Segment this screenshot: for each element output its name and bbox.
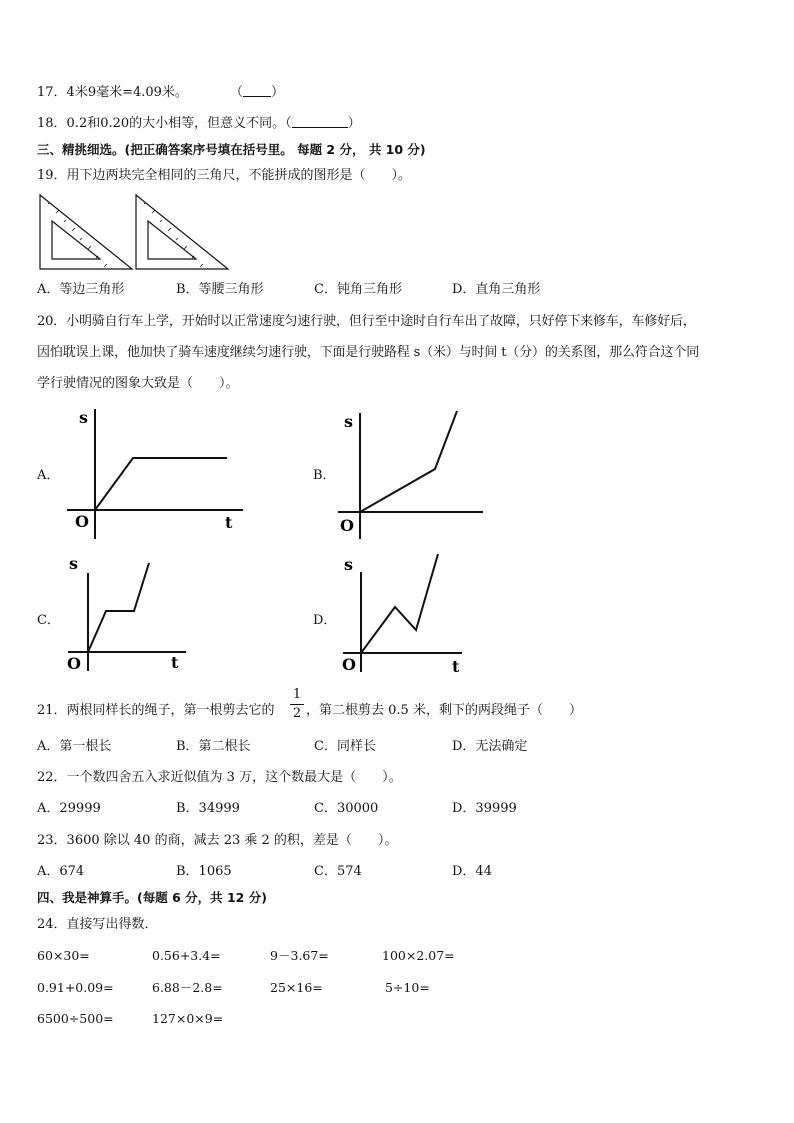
calc-item: 9－3.67= bbox=[270, 948, 329, 963]
graph-d-t-label: t bbox=[452, 657, 460, 676]
question-19-text: 19．用下边两块完全相同的三角尺，不能拼成的图形是（ ）。 bbox=[37, 168, 412, 183]
option-b[interactable]: B．第二根长 bbox=[176, 739, 251, 754]
option-b[interactable]: B．34999 bbox=[176, 801, 240, 816]
graph-option-c-label[interactable]: C． bbox=[37, 613, 60, 628]
option-b[interactable]: B．等腰三角形 bbox=[176, 282, 264, 297]
calc-item: 60×30= bbox=[37, 948, 90, 963]
answer-paren-open: （ bbox=[285, 116, 292, 131]
question-21-text-before: 21．两根同样长的绳子，第一根剪去它的 bbox=[37, 703, 275, 718]
calc-item: 100×2.07= bbox=[382, 948, 455, 963]
answer-paren-open: （ bbox=[229, 85, 243, 100]
question-18-text: 18．0.2和0.20的大小相等，但意义不同。 bbox=[37, 116, 286, 131]
option-c[interactable]: C．同样长 bbox=[314, 739, 376, 754]
answer-paren-close: ） bbox=[347, 116, 361, 131]
option-c[interactable]: C．30000 bbox=[314, 801, 379, 816]
answer-blank[interactable] bbox=[243, 84, 271, 97]
graph-b bbox=[338, 403, 488, 543]
answer-blank[interactable] bbox=[292, 115, 348, 128]
graph-d-origin-label: O bbox=[342, 655, 356, 674]
fraction-denominator: 2 bbox=[292, 706, 302, 721]
question-17-text: 17．4米9毫米=4.09米。 bbox=[37, 85, 188, 100]
option-c[interactable]: C．钝角三角形 bbox=[314, 282, 402, 297]
section-3-title: 三、精挑细选。(把正确答案序号填在括号里。 每题 2 分， 共 10 分) bbox=[37, 142, 426, 157]
option-c[interactable]: C．574 bbox=[314, 864, 362, 879]
section-4-title: 四、我是神算手。(每题 6 分，共 12 分) bbox=[37, 890, 267, 905]
graph-d bbox=[340, 552, 470, 674]
graph-b-origin-label: O bbox=[340, 516, 354, 535]
option-a[interactable]: A．等边三角形 bbox=[37, 282, 125, 297]
question-20-line-3: 学行驶情况的图象大致是（ ）。 bbox=[37, 376, 239, 391]
calc-item: 5÷10= bbox=[385, 980, 430, 995]
graph-a-origin-label: O bbox=[75, 512, 89, 531]
graph-d-s-label: s bbox=[344, 555, 354, 574]
question-21-text-after: ，第二根剪去 0.5 米，剩下的两段绳子（ ） bbox=[306, 703, 582, 718]
graph-c-origin-label: O bbox=[67, 654, 81, 673]
question-22-text: 22．一个数四舍五入求近似值为 3 万，这个数最大是（ ）。 bbox=[37, 770, 402, 785]
graph-option-d-label[interactable]: D． bbox=[313, 613, 337, 628]
question-23-text: 23．3600 除以 40 的商，减去 23 乘 2 的积，差是（ ）。 bbox=[37, 833, 398, 848]
option-d[interactable]: D．无法确定 bbox=[452, 739, 528, 754]
triangle-ruler-2 bbox=[136, 195, 228, 269]
calc-item: 0.56+3.4= bbox=[152, 948, 221, 963]
graph-a-s-label: s bbox=[79, 408, 89, 427]
question-20-line-1: 20．小明骑自行车上学，开始时以正常速度匀速行驶，但行至中途时自行车出了故障，只好停下来修车，车修好后， bbox=[37, 314, 696, 329]
graph-c-t-label: t bbox=[171, 653, 179, 672]
fraction-bar bbox=[290, 704, 304, 705]
answer-paren-close: ） bbox=[270, 85, 284, 100]
calc-item: 25×16= bbox=[270, 980, 323, 995]
graph-b-curve bbox=[360, 411, 457, 512]
option-a[interactable]: A．29999 bbox=[37, 801, 101, 816]
question-24-text: 24．直接写出得数． bbox=[37, 917, 158, 932]
graph-a-curve bbox=[95, 458, 227, 510]
calc-item: 6.88－2.8= bbox=[152, 980, 223, 995]
graph-c bbox=[63, 555, 193, 675]
triangle-rulers-figure bbox=[38, 193, 233, 271]
question-18 bbox=[37, 115, 361, 132]
option-d[interactable]: D．44 bbox=[452, 864, 492, 879]
graph-c-s-label: s bbox=[69, 554, 79, 573]
option-d[interactable]: D．直角三角形 bbox=[452, 282, 541, 297]
graph-a-t-label: t bbox=[225, 513, 233, 532]
question-17 bbox=[37, 84, 284, 101]
calc-item: 127×0×9= bbox=[152, 1011, 224, 1026]
calc-item: 0.91+0.09= bbox=[37, 980, 114, 995]
graph-c-curve bbox=[88, 563, 149, 652]
graph-d-curve bbox=[361, 554, 438, 653]
graph-option-a-label[interactable]: A． bbox=[37, 468, 60, 483]
question-20-line-2: 因怕耽误上课，他加快了骑车速度继续匀速行驶，下面是行驶路程 s（米）与时间 t（分）的关系图，那么符合这个同 bbox=[37, 345, 700, 360]
graph-option-b-label[interactable]: B． bbox=[313, 468, 336, 483]
option-a[interactable]: A．674 bbox=[37, 864, 85, 879]
fraction-numerator: 1 bbox=[292, 687, 302, 702]
option-a[interactable]: A．第一根长 bbox=[37, 739, 112, 754]
option-b[interactable]: B．1065 bbox=[176, 864, 232, 879]
triangle-ruler-1 bbox=[40, 195, 132, 269]
graph-b-s-label: s bbox=[344, 412, 354, 431]
calc-item: 6500÷500= bbox=[37, 1011, 114, 1026]
option-d[interactable]: D．39999 bbox=[452, 801, 517, 816]
graph-a bbox=[65, 403, 245, 543]
